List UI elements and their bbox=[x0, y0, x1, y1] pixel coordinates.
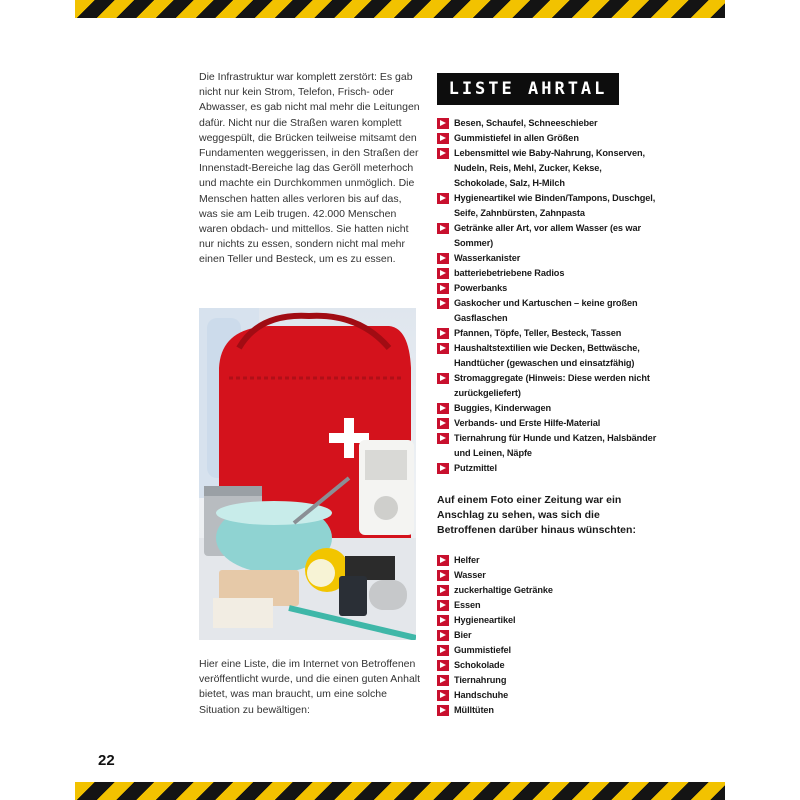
list-item bbox=[437, 613, 657, 628]
list-item-text: Wasserkanister bbox=[454, 253, 521, 263]
list-item-text: Tiernahrung bbox=[454, 675, 507, 685]
outro-paragraph: Hier eine Liste, die im Internet von Betroffenen veröffentlicht wurde, und die einen guten Anhalt bietet, was man braucht, um eine solche Situation zu bewältigen: bbox=[199, 658, 421, 716]
list-item-text: Gummistiefel bbox=[454, 645, 512, 655]
page-number: 22 bbox=[98, 752, 115, 769]
list-item bbox=[437, 431, 657, 461]
list-item bbox=[437, 461, 657, 476]
arrow-icon bbox=[437, 328, 449, 339]
arrow-icon bbox=[437, 373, 449, 384]
list-item bbox=[437, 221, 657, 251]
arrow-icon bbox=[437, 253, 449, 264]
arrow-icon bbox=[437, 268, 449, 279]
list-item-text: Handschuhe bbox=[454, 690, 509, 700]
hazard-stripe-top bbox=[75, 0, 725, 18]
list-item-text: Essen bbox=[454, 600, 481, 610]
list-item bbox=[437, 583, 657, 598]
arrow-icon bbox=[437, 615, 449, 626]
arrow-icon bbox=[437, 585, 449, 596]
list-item-text: Schokolade bbox=[454, 660, 505, 670]
list-heading: LISTE AHRTAL bbox=[437, 73, 619, 105]
arrow-icon bbox=[437, 645, 449, 656]
list-item-text: Putzmittel bbox=[454, 463, 497, 473]
hazard-stripe-bottom bbox=[75, 782, 725, 800]
ahrtal-list bbox=[437, 116, 657, 476]
arrow-icon bbox=[437, 298, 449, 309]
list-item bbox=[437, 281, 657, 296]
arrow-icon bbox=[437, 418, 449, 429]
arrow-icon bbox=[437, 675, 449, 686]
arrow-icon bbox=[437, 600, 449, 611]
list-item-text: batteriebetriebene Radios bbox=[454, 268, 565, 278]
list-item-text: Hygieneartikel bbox=[454, 615, 516, 625]
arrow-icon bbox=[437, 705, 449, 716]
list-item-text: Getränke aller Art, vor allem Wasser (es war Sommer) bbox=[454, 223, 641, 248]
arrow-icon bbox=[437, 433, 449, 444]
list-item bbox=[437, 568, 657, 583]
list-item-text: Gaskocher und Kartuschen – keine großen Gasflaschen bbox=[454, 298, 638, 323]
list-item bbox=[437, 688, 657, 703]
list-item bbox=[437, 191, 657, 221]
list-item bbox=[437, 628, 657, 643]
list-item bbox=[437, 251, 657, 266]
list-item bbox=[437, 296, 657, 326]
arrow-icon bbox=[437, 403, 449, 414]
list-item bbox=[437, 416, 657, 431]
list-item bbox=[437, 266, 657, 281]
list-item bbox=[437, 598, 657, 613]
list-item bbox=[437, 703, 657, 718]
list-item-text: Lebensmittel wie Baby-Nahrung, Konserven, Nudeln, Reis, Mehl, Zucker, Kekse, Schokolade, Salz, H-Milch bbox=[454, 148, 645, 188]
list-item-text: Bier bbox=[454, 630, 472, 640]
list-item-text: Besen, Schaufel, Schneeschieber bbox=[454, 118, 598, 128]
arrow-icon bbox=[437, 630, 449, 641]
intro-paragraph: Die Infrastruktur war komplett zerstört: Es gab nicht nur kein Strom, Telefon, Frisch- oder Abwasser, es gab nicht mal mehr die Leitungen dafür. Nicht nur die Straßen waren komplett weggespült, die Brücken teilweise mitsamt den Fundamenten weggerissen, in den Straßen der Innenstadt-Bereiche lag das Geröll meterhoch und machte ein Durchkommen unmöglich. Die Menschen hatten alles verloren bis auf das, was sie am Leib trugen. 42.000 Menschen waren obdach- und mittellos. Sie hatten nicht nur nichts zu essen, sondern nicht mal mehr einen Teller und Besteck, um es zu essen. bbox=[199, 71, 420, 266]
wish-intro: Auf einem Foto einer Zeitung war ein Anschlag zu sehen, was sich die Betroffenen darüber hinaus wünschten: bbox=[437, 494, 636, 536]
emergency-supplies-photo bbox=[199, 308, 416, 640]
list-item-text: Stromaggregate (Hinweis: Diese werden nicht zurückgeliefert) bbox=[454, 373, 650, 398]
list-item bbox=[437, 341, 657, 371]
list-item bbox=[437, 116, 657, 131]
list-item-text: Mülltüten bbox=[454, 705, 494, 715]
list-item-text: Gummistiefel in allen Größen bbox=[454, 133, 579, 143]
list-item bbox=[437, 131, 657, 146]
list-item-text: zuckerhaltige Getränke bbox=[454, 585, 553, 595]
arrow-icon bbox=[437, 223, 449, 234]
arrow-icon bbox=[437, 148, 449, 159]
arrow-icon bbox=[437, 193, 449, 204]
list-item-text: Buggies, Kinderwagen bbox=[454, 403, 552, 413]
list-item bbox=[437, 401, 657, 416]
arrow-icon bbox=[437, 343, 449, 354]
list-item-text: Powerbanks bbox=[454, 283, 508, 293]
arrow-icon bbox=[437, 570, 449, 581]
list-item bbox=[437, 371, 657, 401]
list-item-text: Verbands- und Erste Hilfe-Material bbox=[454, 418, 601, 428]
arrow-icon bbox=[437, 133, 449, 144]
wish-list bbox=[437, 553, 657, 718]
arrow-icon bbox=[437, 283, 449, 294]
list-item-text: Wasser bbox=[454, 570, 486, 580]
list-item-text: Helfer bbox=[454, 555, 480, 565]
arrow-icon bbox=[437, 690, 449, 701]
list-item bbox=[437, 673, 657, 688]
arrow-icon bbox=[437, 118, 449, 129]
list-item-text: Haushaltstextilien wie Decken, Bettwäsche, Handtücher (gewaschen und einsatzfähig) bbox=[454, 343, 640, 368]
list-item bbox=[437, 658, 657, 673]
list-item-text: Tiernahrung für Hunde und Katzen, Halsbänder und Leinen, Näpfe bbox=[454, 433, 657, 458]
list-item bbox=[437, 326, 657, 341]
list-item bbox=[437, 553, 657, 568]
arrow-icon bbox=[437, 463, 449, 474]
arrow-icon bbox=[437, 555, 449, 566]
list-item-text: Hygieneartikel wie Binden/Tampons, Duschgel, Seife, Zahnbürsten, Zahnpasta bbox=[454, 193, 656, 218]
arrow-icon bbox=[437, 660, 449, 671]
list-item bbox=[437, 146, 657, 191]
list-item-text: Pfannen, Töpfe, Teller, Besteck, Tassen bbox=[454, 328, 622, 338]
list-item bbox=[437, 643, 657, 658]
